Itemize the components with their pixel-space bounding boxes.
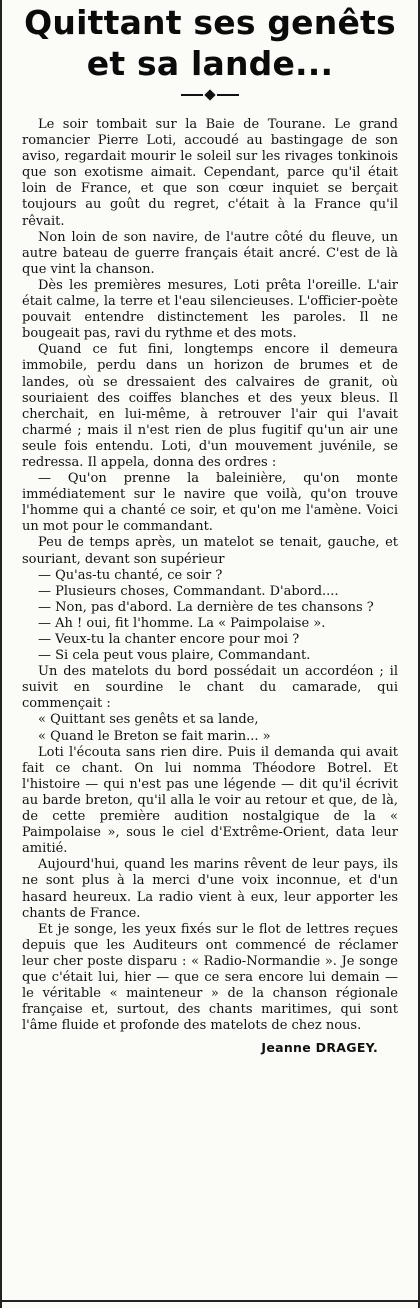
paragraph: Et je songe, les yeux fixés sur le flot de lettres reçues depuis que les Auditeurs ont commencé de réclamer leur cher poste disparu : « Radio-Normandie ». Je songe que c'était lui, hier — que ce sera encore lui demain — le véritable « mainteneur » de la chanson régionale française et, surtout, des chants maritimes, qui sont l'âme fluide et profonde des matelots de chez nous.: [22, 921, 398, 1034]
dialogue-line: — Non, pas d'abord. La dernière de tes chansons ?: [38, 599, 374, 615]
paragraph: Non loin de son navire, de l'autre côté du fleuve, un autre bateau de guerre français était ancré. C'est de là que vint la chanson.: [22, 229, 398, 277]
paragraph: Un des matelots du bord possédait un accordéon ; il suivit en sourdine le chant du camarade, qui commençait :: [22, 664, 398, 712]
title-line-2: et sa lande...: [86, 44, 334, 83]
paragraph: Dès les premières mesures, Loti prêta l'oreille. L'air était calme, la terre et l'eau silencieuses. L'officier-poète pouvait entendre distinctement les paroles. Il ne bougeait pas, ravi du rythme et des mots.: [22, 277, 398, 342]
paragraph: Peu de temps après, un matelot se tenait, gauche, et souriant, devant son supérieur: [22, 535, 398, 567]
paragraph: Loti l'écouta sans rien dire. Puis il demanda qui avait fait ce chant. On lui nomma Théodore Botrel. Et l'histoire — qui n'est pas une légende — dit qu'il écrivit au barde breton, qu'il alla le voir au retour et que, de là, de cette première audition nostalgique de la « Paimpolaise », sous le ciel d'Extrême-Orient, data leur amitié.: [22, 744, 398, 857]
article-title: [22, 0, 398, 84]
article-body: [22, 117, 398, 1034]
paragraph: — Qu'on prenne la baleinière, qu'on monte immédiatement sur le navire que voilà, qu'on trouve l'homme qui a chanté ce soir, et qu'on me l'amène. Voici un mot pour le commandant.: [22, 471, 398, 535]
ornament-rule-right: [217, 94, 239, 96]
song-verse: « Quand le Breton se fait marin... »: [38, 728, 271, 744]
title-line-1: Quittant ses genêts: [24, 3, 396, 42]
dialogue-line: — Plusieurs choses, Commandant. D'abord....: [38, 583, 339, 599]
paragraph: Quand ce fut fini, longtemps encore il demeura immobile, perdu dans un horizon de brumes et de landes, où se dressaient des calvaires de granit, où souriaient des coiffes blanches et des yeux bleus. Il cherchait, en lui-même, à retrouver l'air qui l'avait charmé ; mais il n'est rien de plus fugitif qu'un air une seule fois entendu. Loti, d'un mouvement juvénile, se redressa. Il appela, donna des ordres :: [22, 342, 398, 470]
song-verse: « Quittant ses genêts et sa lande,: [38, 712, 259, 728]
diamond-ornament-icon: [204, 89, 215, 100]
paragraph: Aujourd'hui, quand les marins rêvent de leur pays, ils ne sont plus à la merci d'une voix inconnue, et d'un hasard heureux. La radio vient à eux, leur apporter les chants de France.: [22, 857, 398, 921]
dialogue-line: — Si cela peut vous plaire, Commandant.: [38, 648, 311, 664]
dialogue-line: — Veux-tu la chanter encore pour moi ?: [38, 632, 300, 647]
dialogue-line: — Qu'as-tu chanté, ce soir ?: [38, 567, 223, 583]
author-signature: Jeanne DRAGEY.: [261, 1040, 378, 1056]
bottom-rule: [2, 1300, 418, 1302]
dialogue-line: — Ah ! oui, fit l'homme. La « Paimpolaise ».: [38, 615, 326, 631]
ornament-rule-left: [181, 94, 203, 96]
paragraph: Le soir tombait sur la Baie de Tourane. Le grand romancier Pierre Loti, accoudé au bastingage de son aviso, regardait mourir le soleil sur les rivages tonkinois que son exotisme aimait. Cependant, parce qu'il était loin de France, et que son cœur inquiet se berçait toujours au goût du regret, c'était à la France qu'il rêvait.: [22, 117, 398, 229]
title-ornament: [22, 89, 398, 101]
